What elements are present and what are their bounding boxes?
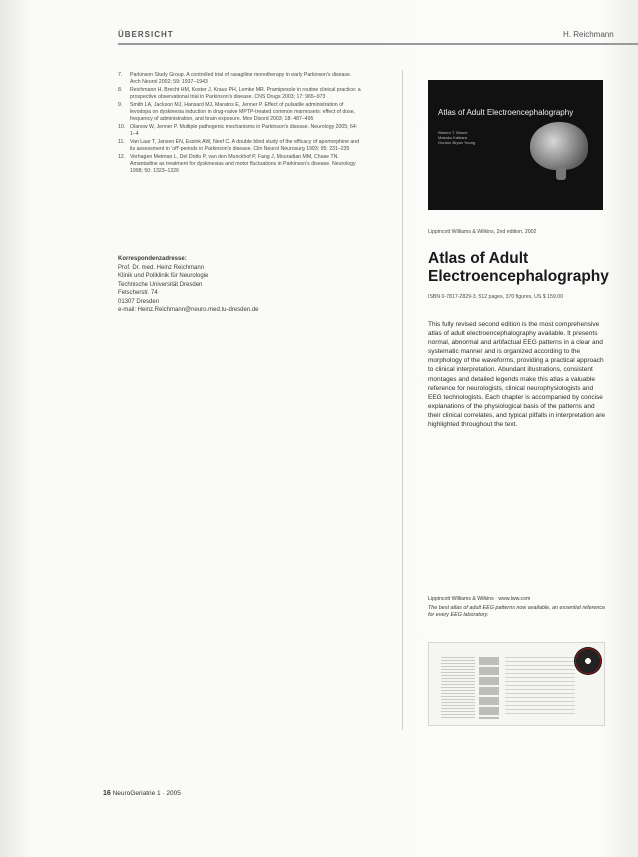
- correspondence-email: e-mail: Heinz.Reichmann@neuro.med.tu-dresden.de: [118, 307, 259, 313]
- publisher-contact: Lippincott Williams & Wilkins · www.lww.com: [428, 596, 531, 602]
- cover-title: Atlas of Adult Electroencephalography: [438, 108, 574, 117]
- reference-number: 10.: [118, 124, 126, 130]
- page-header: [118, 30, 638, 48]
- reference-number: 11.: [118, 139, 125, 145]
- reference-text: Verhagen Metman L, Del Dotto P, van den Munckhof P, Fang J, Mouradian MM, Chase TN. Amantadine as treatment for dyskinesias and motor fluctuations in Parkinson's disease. Neurology 1998; 50: 1323–1326: [130, 154, 356, 174]
- reference-text: Van Laar T, Jansen EN, Essink AW, Neef C. A double blind study of the efficacy of apomorphine and its assessment in 'off'-periods in Parkinson's disease. Clin Neurol Neurosurg 1993; 95: 231–235: [130, 139, 360, 152]
- review-quote: The best atlas of adult EEG patterns now available, an essential reference for every EEG laboratory.: [428, 605, 606, 619]
- correspondence-heading: Korrespondenzadresse:: [118, 256, 187, 262]
- reference-item: [118, 139, 363, 153]
- cover-author: Gordon Bryan Young: [438, 140, 476, 145]
- page-number: 16: [103, 790, 111, 797]
- publisher-line: Lippincott Williams & Wilkins, 2nd edition, 2002: [428, 229, 537, 235]
- reference-item: [118, 124, 363, 138]
- header-divider: [118, 43, 638, 45]
- reference-number: 7.: [118, 72, 123, 78]
- ad-text-block: [505, 657, 575, 717]
- reference-item: [118, 72, 363, 86]
- cover-author: Warren T. Blume: [438, 130, 468, 135]
- section-label: ÜBERSICHT: [118, 30, 174, 39]
- cover-author: Masako Kaibara: [438, 135, 467, 140]
- sidebar-divider: [402, 70, 403, 730]
- book-title: Atlas of Adult Electroencephalography: [428, 250, 609, 285]
- ad-thumbnails: [479, 657, 499, 719]
- page-footer: [103, 790, 181, 797]
- reference-text: Parkinson Study Group. A controlled trial of rasagiline monotherapy in early Parkinson's disease. Arch Neurol 2002; 59: 1937–1943: [130, 72, 352, 85]
- correspondence-line: Prof. Dr. med. Heinz Reichmann: [118, 264, 205, 271]
- author-label: H. Reichmann: [563, 30, 614, 39]
- cover-authors: [438, 130, 475, 145]
- ad-text-column: [441, 657, 475, 719]
- book-meta: ISBN 0-7817-2829-3, 512 pages, 370 figures, US $ 159.00: [428, 294, 563, 300]
- reference-number: 9.: [118, 102, 123, 108]
- brain-image: [530, 122, 588, 170]
- reference-number: 8.: [118, 87, 123, 93]
- book-cover: [428, 80, 603, 210]
- brainstem-image: [556, 166, 566, 180]
- correspondence-line: Fetscherstr. 74: [118, 290, 158, 296]
- correspondence-address: [118, 255, 318, 315]
- correspondence-line: 01307 Dresden: [118, 298, 160, 305]
- reference-item: [118, 154, 363, 175]
- advertisement-image: [428, 642, 605, 726]
- reference-list: [118, 72, 363, 176]
- reference-text: Reichmann H, Brecht HM, Koster J, Kraus PH, Lemke MR. Pramipexole in routine clinical practice: a prospective observational trial in Parkinson's disease. CNS Drugs 2003; 17: 965–973: [130, 87, 361, 100]
- book-review-text: This fully revised second edition is the most comprehensive atlas of adult electroencephalography available. It presents normal, abnormal and artifactual EEG patterns in a clear and systematic manner and is organized according to the morphology of the waveforms, providing a practical approach to clinical interpretation. Abundant illustrations, consistent montages and detailed legends make this atlas a valuable reference for neurologists, clinical neurophysiologists and EEG technologists. Each chapter is accompanied by concise explanations of the physiological basis of the patterns and their clinical correlates, and typical pitfalls in interpretation are highlighted throughout the text.: [428, 321, 606, 429]
- correspondence-line: Klinik und Poliklinik für Neurologie: [118, 273, 209, 279]
- reference-number: 12.: [118, 154, 126, 160]
- dvd-disc-icon: [574, 647, 602, 675]
- reference-text: Smith LA, Jackson MJ, Hansard MJ, Maratos E, Jenner P. Effect of pulsatile administration of levodopa on dyskinesia induction in drug-naive MPTP-treated common marmosets: effect of dose, frequency of administration, and brain exposure. Mov Disord 2003; 18: 487–495: [130, 102, 356, 122]
- correspondence-line: Technische Universität Dresden: [118, 281, 203, 288]
- reference-text: Olanow W, Jenner P. Multiple pathogenic mechanisms in Parkinson's disease. Neurology 2005; 64: 1–4: [130, 124, 358, 137]
- reference-item: [118, 87, 363, 101]
- journal-name: NeuroGeriatrie 1 · 2005: [112, 790, 181, 797]
- reference-item: [118, 102, 363, 123]
